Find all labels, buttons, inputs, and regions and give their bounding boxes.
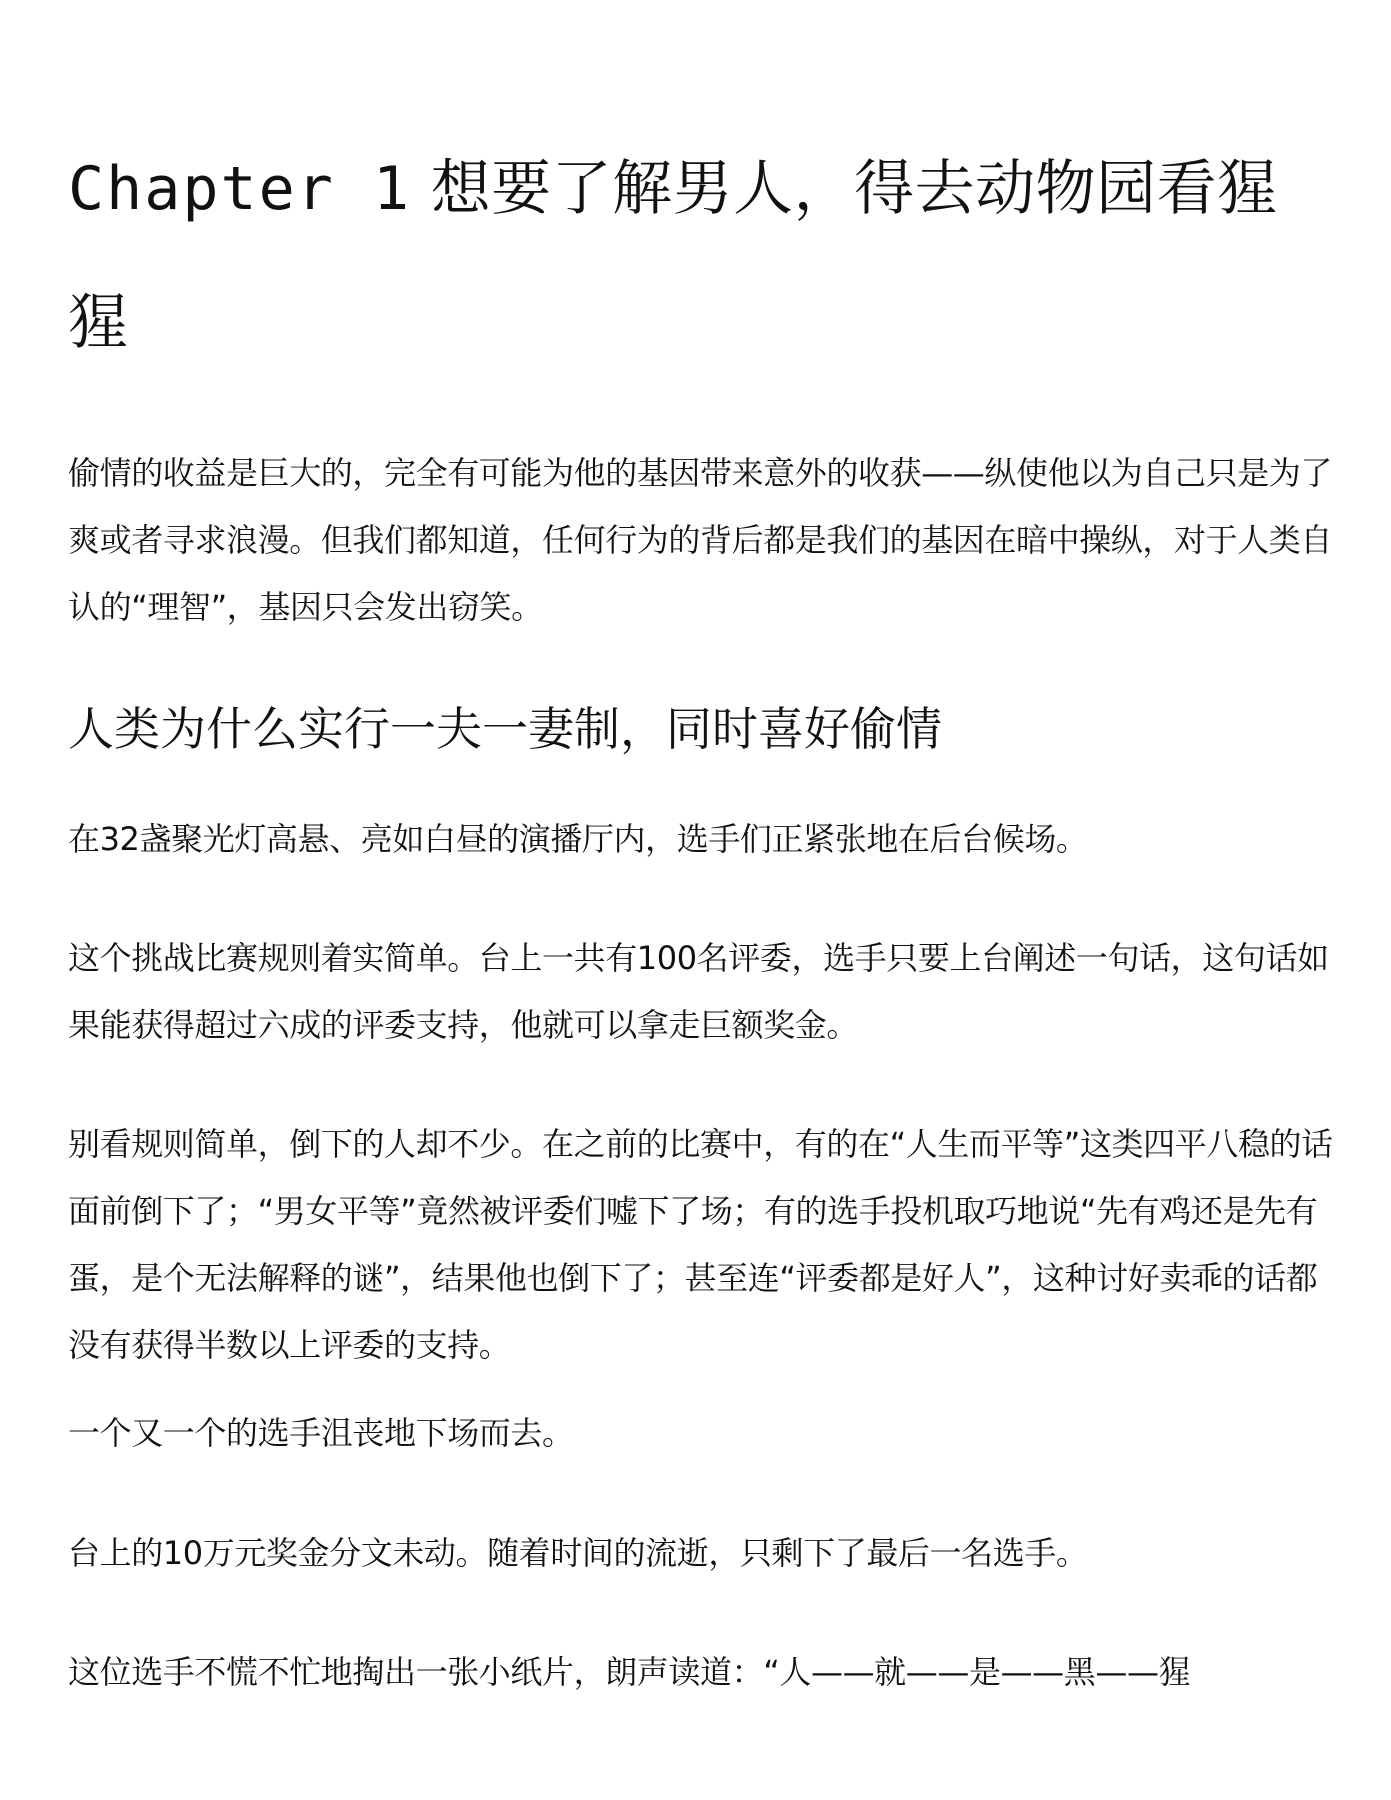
- paragraph: 这个挑战比赛规则着实简单。台上一共有100名评委，选手只要上台阐述一句话，这句话如果能获得超过六成的评委支持，他就可以拿走巨额奖金。: [68, 939, 1329, 1044]
- paragraph: 别看规则简单，倒下的人却不少。在之前的比赛中，有的在“人生而平等”这类四平八稳的话面前倒下了；“男女平等”竟然被评委们嘘下了场；有的选手投机取巧地说“先有鸡还是先有蛋，是个无法解释的谜”，结果他也倒下了；甚至连“评委都是好人”，这种讨好卖乖的话都没有获得半数以上评委的支持。: [68, 1125, 1333, 1364]
- chapter-title-text: 想要了解男人，得去动物园看猩猩: [68, 154, 1278, 358]
- chapter-title: [68, 122, 1328, 390]
- paragraph: 台上的10万元奖金分文未动。随着时间的流逝，只剩下了最后一名选手。: [68, 1534, 1088, 1572]
- paragraph: 在32盏聚光灯高悬、亮如白昼的演播厅内，选手们正紧张地在后台候场。: [68, 820, 1088, 858]
- paragraph: 一个又一个的选手沮丧地下场而去。: [68, 1414, 574, 1452]
- intro-paragraph: 偷情的收益是巨大的，完全有可能为他的基因带来意外的收获——纵使他以为自己只是为了爽或者寻求浪漫。但我们都知道，任何行为的背后都是我们的基因在暗中操纵，对于人类自认的“理智”，基因只会发出窃笑。: [68, 454, 1333, 626]
- section-heading: 人类为什么实行一夫一妻制，同时喜好偷情: [68, 702, 942, 756]
- chapter-label: Chapter 1: [68, 154, 412, 224]
- paragraph-truncated: 这位选手不慌不忙地掏出一张小纸片，朗声读道：“人——就——是——黑——猩: [68, 1653, 1191, 1691]
